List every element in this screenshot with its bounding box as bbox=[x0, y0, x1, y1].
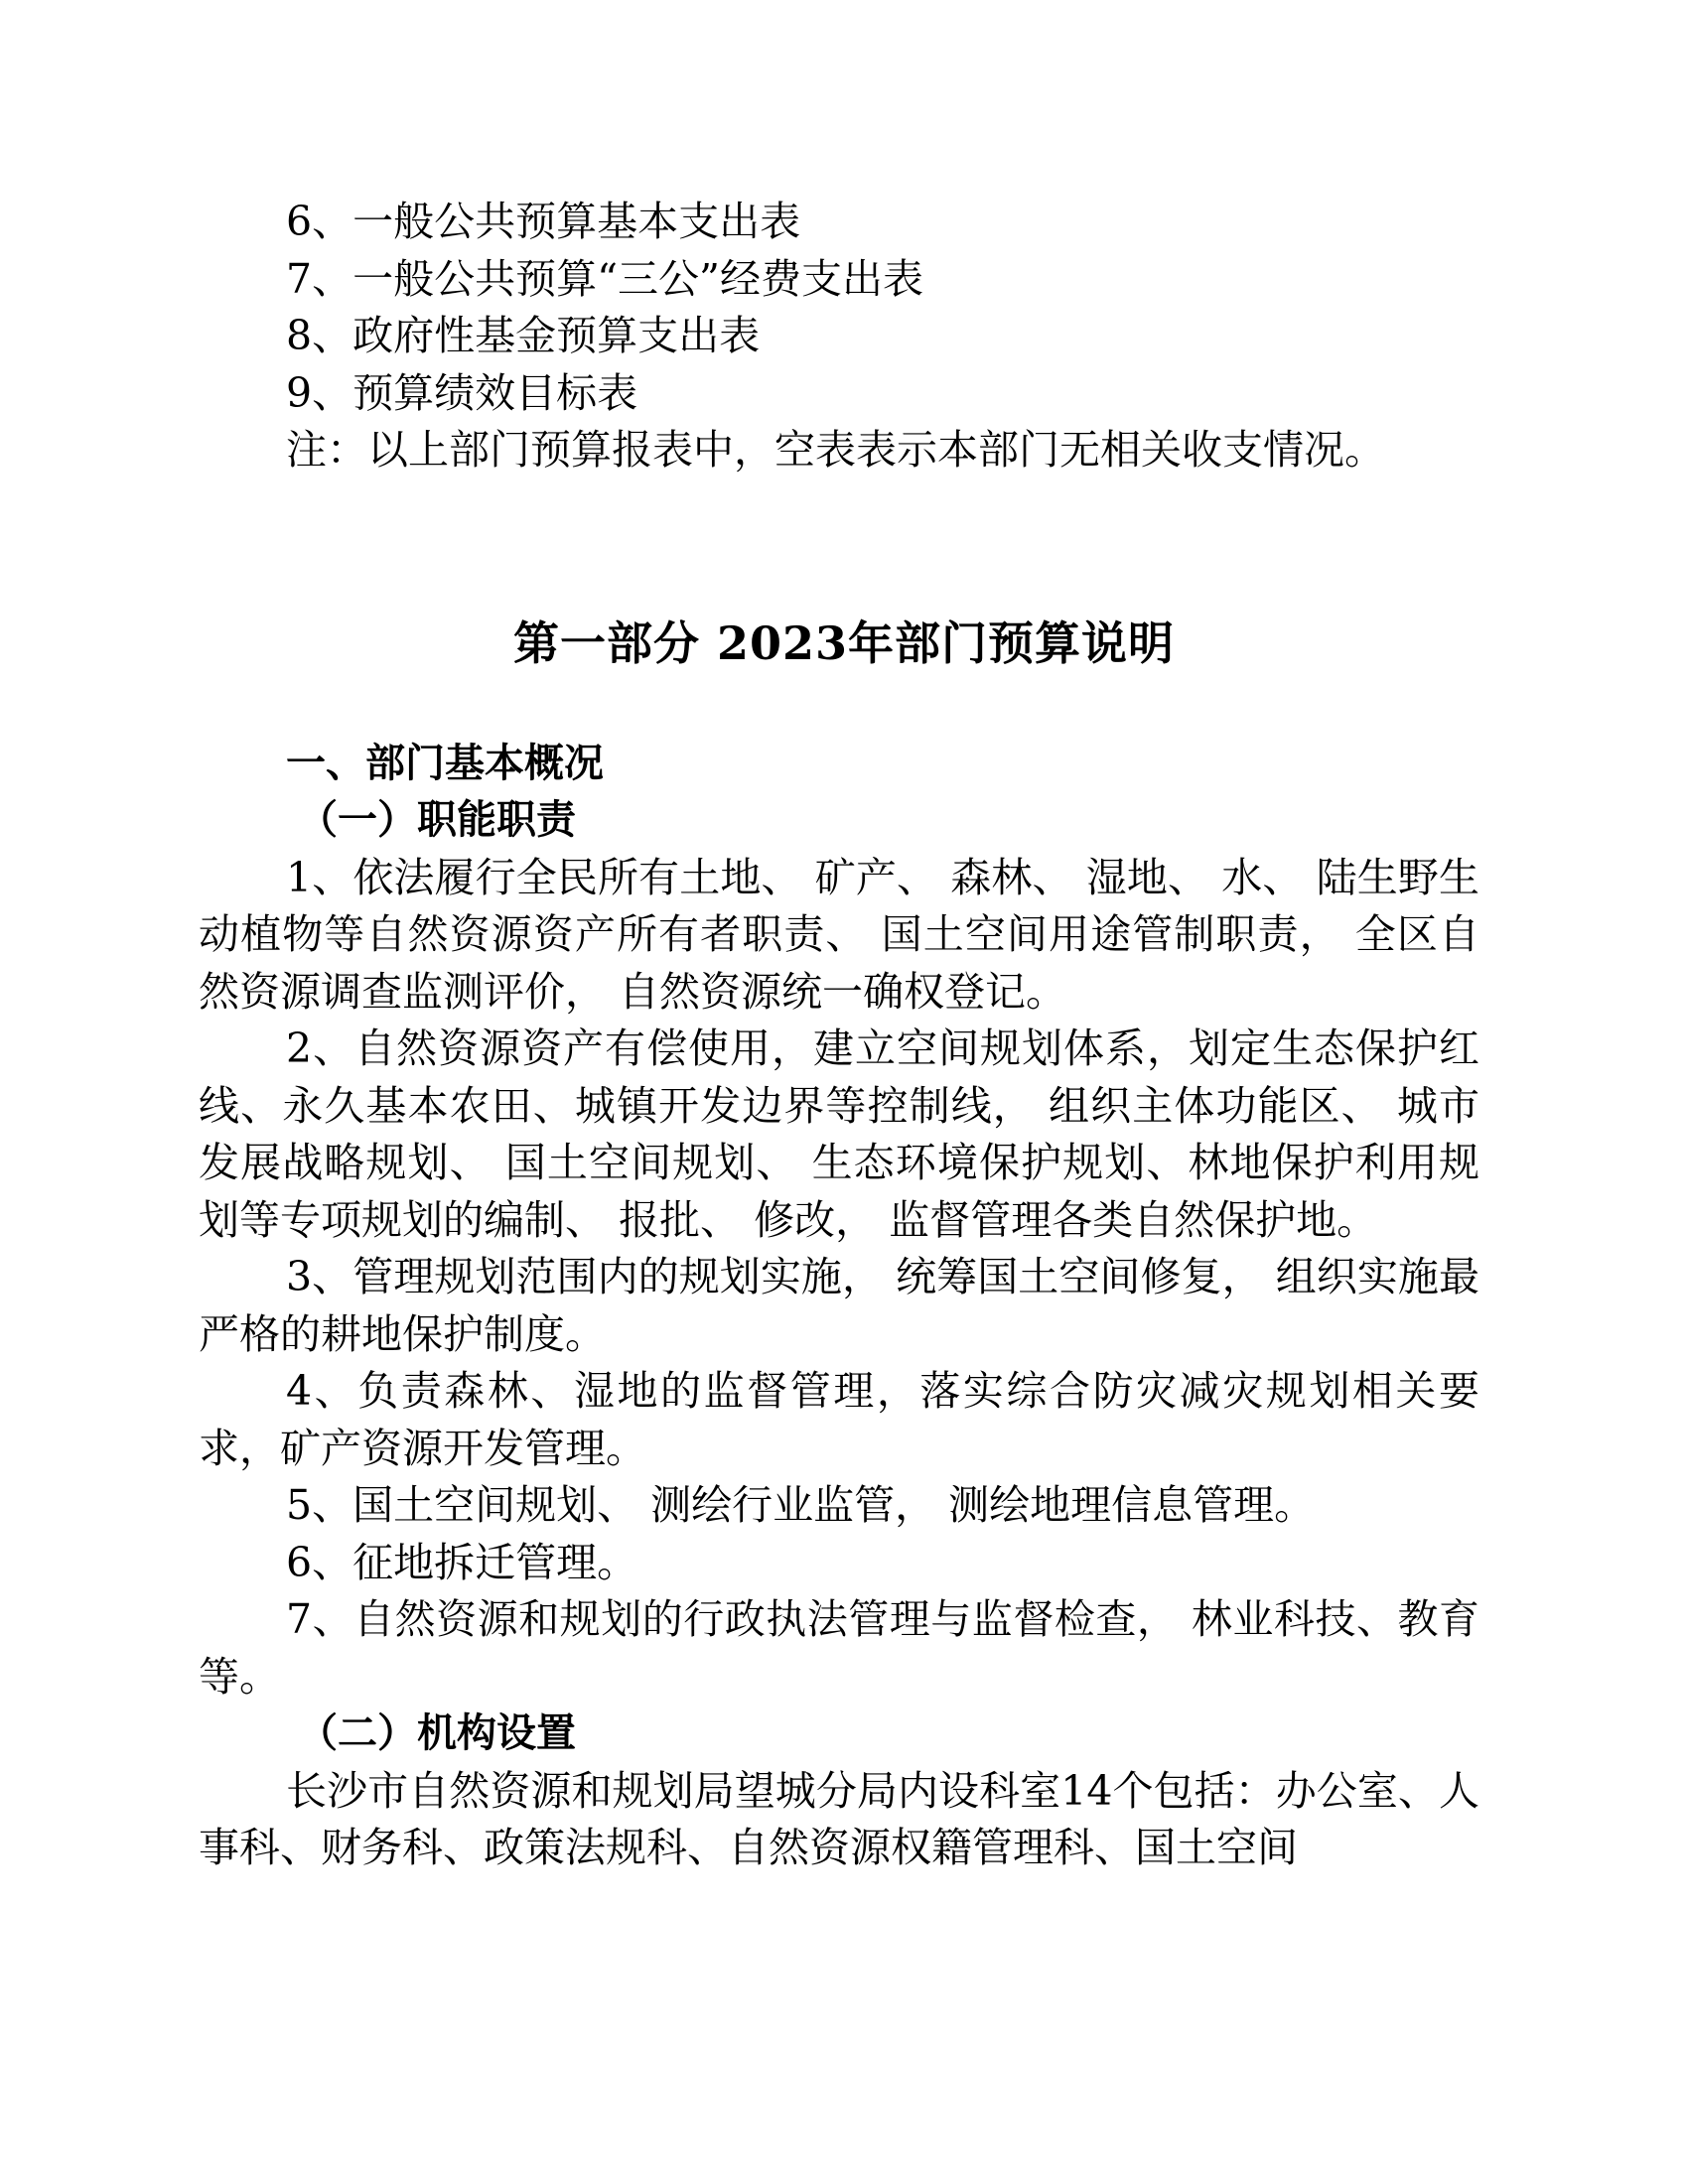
paragraph: 6、征地拆迁管理。 bbox=[286, 1538, 638, 1586]
list-item: 8、政府性基金预算支出表 bbox=[286, 312, 761, 359]
paragraph: 7、自然资源和规划的行政执法管理与监督检查， 林业科技、教育等。 bbox=[199, 1595, 1479, 1701]
list-item: 6、一般公共预算基本支出表 bbox=[286, 198, 801, 245]
subsection-heading: （一）职能职责 bbox=[298, 797, 576, 843]
list-item: 7、一般公共预算“三公”经费支出表 bbox=[286, 254, 924, 303]
list-item: 9、预算绩效目标表 bbox=[286, 368, 638, 417]
document-page bbox=[199, 194, 1489, 1877]
paragraph: 1、依法履行全民所有土地、 矿产、 森林、 湿地、 水、 陆生野生动植物等自然资源资产所有者职责、 国土空间用途管制职责， 全区自然资源调查监测评价， 自然资源统一确权登记。 bbox=[199, 853, 1479, 1016]
paragraph: 2、自然资源资产有偿使用，建立空间规划体系，划定生态保护红线、永久基本农田、城镇开发边界等控制线， 组织主体功能区、 城市发展战略规划、 国土空间规划、 生态环境保护规划、林地保护利用规划等专项规划的编制、 报批、 修改， 监督管理各类自然保护地。 bbox=[199, 1024, 1479, 1244]
part-title: 第一部分 2023年部门预算说明 bbox=[512, 615, 1176, 670]
paragraph: 5、国土空间规划、 测绘行业监管， 测绘地理信息管理。 bbox=[286, 1481, 1316, 1529]
note-text: 注：以上部门预算报表中，空表表示本部门无相关收支情况。 bbox=[286, 426, 1385, 474]
section-heading: 一、部门基本概况 bbox=[286, 740, 604, 786]
paragraph: 长沙市自然资源和规划局望城分局内设科室14个包括：办公室、人事科、财务科、政策法规科、自然资源权籍管理科、国土空间 bbox=[199, 1766, 1479, 1871]
subsection-heading: （二）机构设置 bbox=[298, 1710, 576, 1756]
paragraph: 4、负责森林、湿地的监督管理，落实综合防灾减灾规划相关要求，矿产资源开发管理。 bbox=[199, 1367, 1479, 1472]
paragraph: 3、管理规划范围内的规划实施， 统筹国土空间修复， 组织实施最严格的耕地保护制度。 bbox=[199, 1253, 1479, 1358]
